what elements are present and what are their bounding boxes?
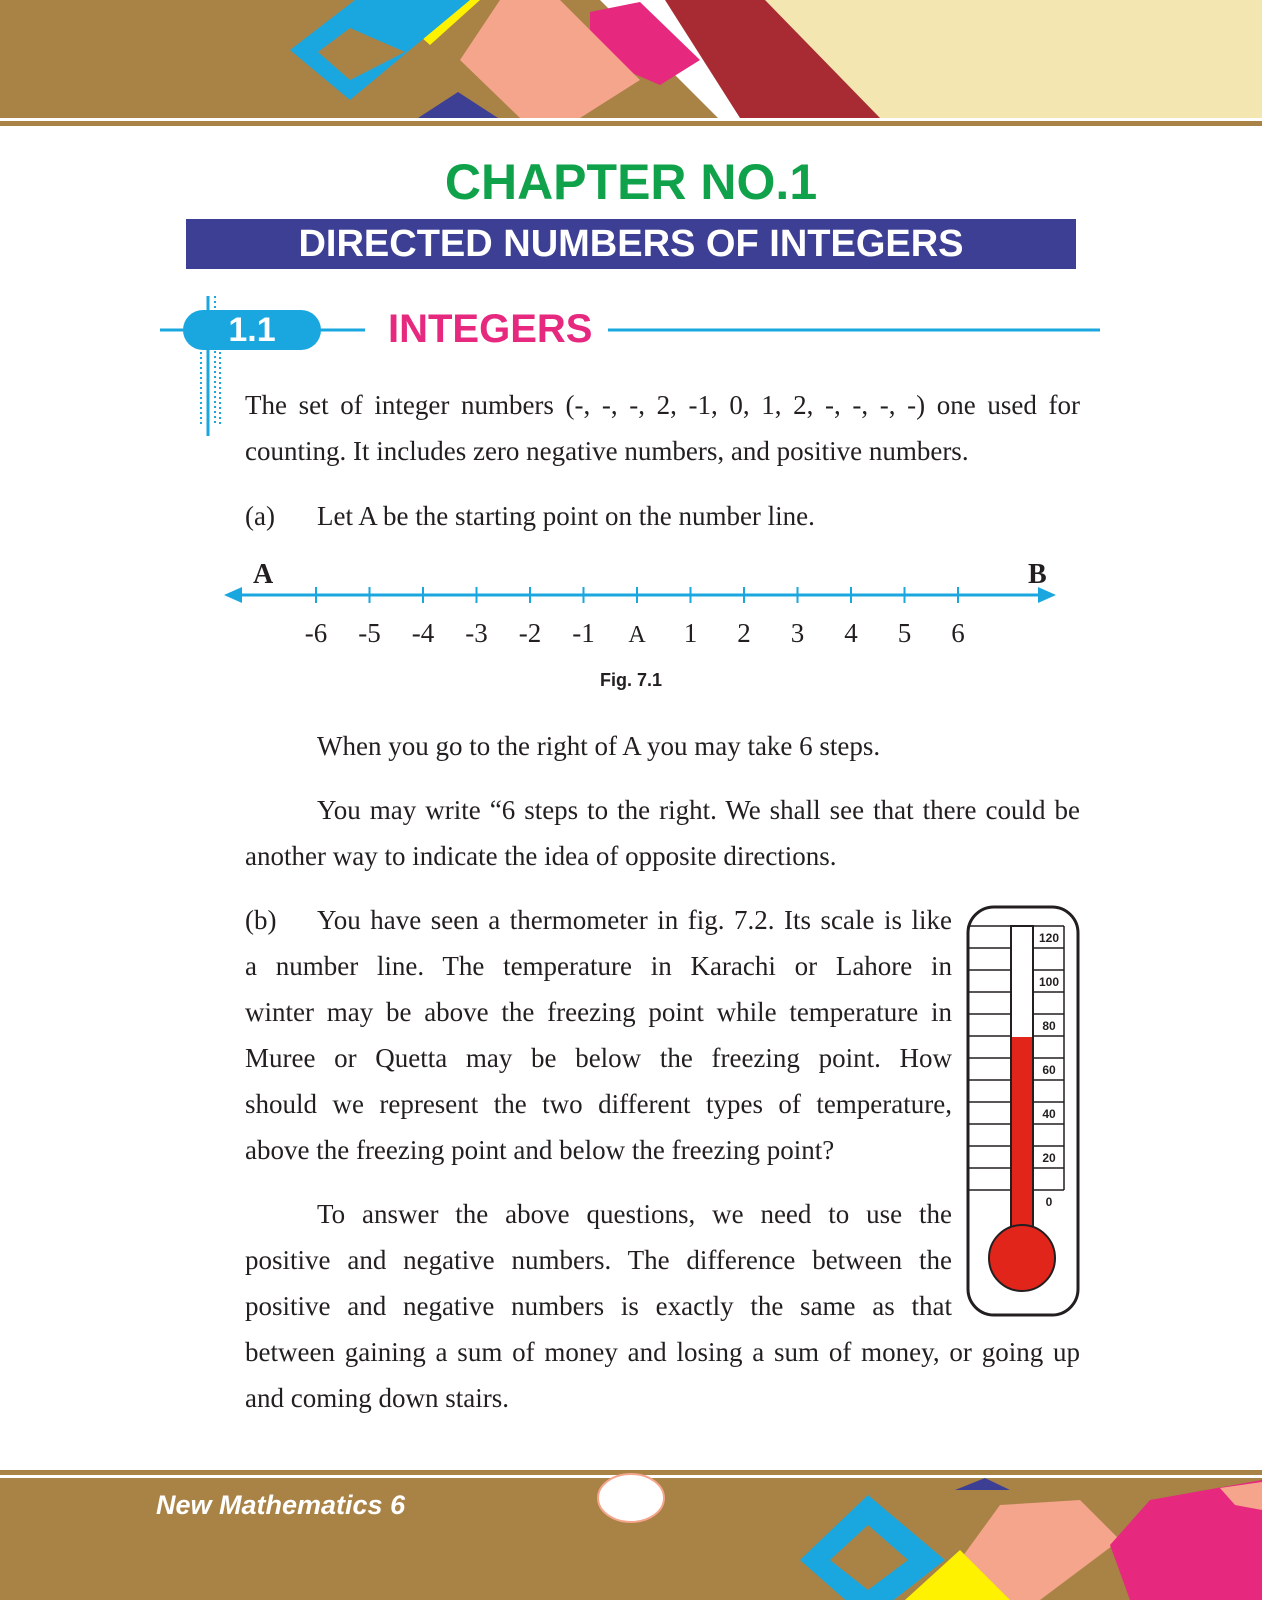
paragraph-write-line-2: another way to indicate the idea of opposite directions. [245, 841, 837, 871]
thermometer-scale-label: 100 [1038, 975, 1060, 989]
left-arrow-icon [224, 587, 242, 603]
number-line-tick-label: 2 [737, 618, 751, 648]
answer-line-3: positive and negative numbers is exactly the same as that [245, 1291, 952, 1321]
number-line-tick-label: -4 [411, 618, 435, 648]
footer-book-title: New Mathematics 6 [156, 1490, 406, 1520]
thermometer-scale-label: 20 [1042, 1151, 1056, 1165]
part-b-line-4: Muree or Quetta may be below the freezing point. How [245, 1043, 952, 1073]
number-line-tick-label: A [628, 622, 646, 648]
number-line-end-right: B [1028, 559, 1047, 590]
part-b-line-1: You have seen a thermometer in fig. 7.2. Its scale is like [317, 905, 952, 935]
page-number-oval [598, 1474, 664, 1522]
part-a-text: Let A be the starting point on the number line. [317, 501, 815, 531]
figure-caption: Fig. 7.1 [599, 670, 662, 690]
thermometer-scale-label: 80 [1042, 1019, 1056, 1033]
answer-line-5: and coming down stairs. [245, 1383, 509, 1413]
section-title: INTEGERS [388, 307, 593, 351]
number-line-tick-label: 4 [844, 618, 858, 648]
part-a-marker: (a) [245, 501, 275, 531]
part-b-line-3: winter may be above the freezing point while temperature in [245, 997, 952, 1027]
number-line-tick-label: -1 [572, 618, 595, 648]
part-b-line-6: above the freezing point and below the freezing point? [245, 1135, 835, 1165]
number-line [220, 578, 1060, 618]
answer-line-2: positive and negative numbers. The difference between the [245, 1245, 952, 1275]
thermometer-scale-label: 0 [1045, 1195, 1053, 1209]
part-b-line-2: a number line. The temperature in Karachi or Lahore in [245, 951, 952, 981]
number-line-end-left: A [253, 559, 274, 590]
section-number-badge: 1.1 [183, 310, 321, 350]
part-b-line-5: should we represent the two different types of temperature, [245, 1089, 952, 1119]
thermometer-liquid [1012, 1037, 1032, 1235]
number-line-tick-label: 1 [683, 618, 698, 648]
thermometer-bulb [989, 1225, 1055, 1291]
number-line-tick-label: 6 [951, 618, 965, 648]
right-arrow-icon [1038, 587, 1056, 603]
header-banner [0, 0, 1262, 132]
answer-line-4: between gaining a sum of money and losing a sum of money, or going up [245, 1337, 1080, 1367]
thermometer-figure [960, 905, 1082, 1317]
number-line-tick-label: 3 [790, 618, 805, 648]
intro-line-2: counting. It includes zero negative numbers, and positive numbers. [245, 436, 969, 466]
intro-line-1: The set of integer numbers (-, -, -, 2, -1, 0, 1, 2, -, -, -, -) one used for [245, 390, 1080, 420]
number-line-tick-label: 5 [897, 618, 912, 648]
thermometer-scale-label: 120 [1038, 931, 1060, 945]
number-line-tick-label: -3 [465, 618, 488, 648]
number-line-tick-label: -6 [304, 618, 328, 648]
part-b-marker: (b) [245, 905, 277, 935]
answer-line-1: To answer the above questions, we need to use the [317, 1199, 952, 1229]
thermometer-scale-label: 60 [1042, 1063, 1056, 1077]
thermometer-scale-label: 40 [1042, 1107, 1056, 1121]
number-line-tick-label: -5 [358, 618, 381, 648]
chapter-title: CHAPTER NO.1 [444, 154, 818, 210]
number-line-tick-label: -2 [518, 618, 542, 648]
paragraph-write-line-1: You may write “6 steps to the right. We shall see that there could be [317, 795, 1080, 825]
paragraph-steps: When you go to the right of A you may take 6 steps. [317, 731, 881, 761]
chapter-subtitle: DIRECTED NUMBERS OF INTEGERS [186, 219, 1076, 269]
